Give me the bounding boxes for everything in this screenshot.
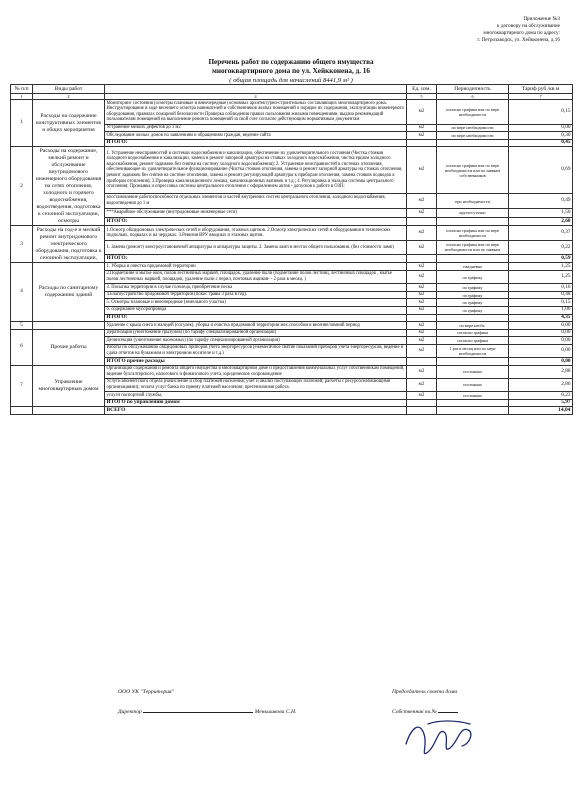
footer-council-block xyxy=(392,688,458,716)
section-title: Управление многоквартирным домом xyxy=(33,365,105,407)
section-number: 5 xyxy=(11,322,33,330)
period-cell: согласно графика xyxy=(437,329,509,337)
section-title: Расходы на содержание конструктивных элементов и общих мероприятия xyxy=(33,100,105,147)
table-row xyxy=(11,226,573,241)
grand-total-value: 14,04 xyxy=(509,407,573,415)
apartment-number-line xyxy=(438,706,458,713)
title-line: многоквартирного дома по ул. Хейкконена, д. 16 xyxy=(212,67,370,75)
tariff-cell: 1,06 xyxy=(509,306,573,314)
header-row xyxy=(11,85,573,94)
tariff-cell: 0,30 xyxy=(509,132,573,140)
period-cell: по графику xyxy=(437,299,509,307)
tariff-cell: 1,25 xyxy=(509,270,573,283)
header-period: Периодичность xyxy=(437,85,509,94)
tariff-cell: 2,86 xyxy=(509,378,573,391)
handwritten-signature xyxy=(398,714,488,766)
section-number: 7 xyxy=(11,365,33,407)
period-cell: 1 раз в месяц или по мере необходимости xyxy=(437,344,509,357)
appendix-line: Приложение №3 xyxy=(523,16,560,22)
work-description: 1. Уборка и очистка придомовой территории xyxy=(105,263,407,271)
unit-cell: м2 xyxy=(407,209,437,218)
director-name: Меньшикова С.Н. xyxy=(254,709,297,715)
director-label: Директор xyxy=(118,709,142,715)
subtotal-label: ИТОГО по управлению домом xyxy=(105,399,407,407)
tariff-cell: 0,00 xyxy=(509,322,573,330)
subtotal-label: ИТОГО: xyxy=(105,254,407,263)
works-table xyxy=(10,84,573,415)
tariff-cell: 0,15 xyxy=(509,100,573,124)
appendix-line: к договору на обслуживание xyxy=(497,23,560,29)
table-row xyxy=(11,329,573,337)
unit-cell: м2 xyxy=(407,284,437,292)
works-table-body xyxy=(11,100,573,415)
unit-cell: м2 xyxy=(407,291,437,299)
section-number: 6 xyxy=(11,329,33,365)
tariff-cell: 0,16 xyxy=(509,284,573,292)
col-num: 4 xyxy=(105,93,407,100)
signature-line xyxy=(143,706,253,713)
empty-cell xyxy=(437,139,509,147)
subtotal-label: ИТОГО: xyxy=(105,139,407,147)
work-description: ***Аварийное обслуживание (внутридомовые инженерные сети) xyxy=(105,209,407,218)
section-title: Расходы по санитарному содержанию зданий xyxy=(33,263,105,322)
section-number: 4 xyxy=(11,263,33,322)
council-chair-label: Председатель совета дома xyxy=(392,689,458,695)
unit-cell: м2 xyxy=(407,306,437,314)
subtotal-value: 0,45 xyxy=(509,139,573,147)
work-description: Организация содержания и ремонта общего имущества в многоквартирном доме и предоставления коммунальных услуг собственникам помещений, ведение бухгалтерского, налогового и финансового учета, юридическое сопровождение xyxy=(105,365,407,378)
section-number: 3 xyxy=(11,226,33,263)
work-description: Дезинсекция (уничтожение насекомых) (по тарифу специализированной организации) xyxy=(105,337,407,345)
period-cell: согласно графика или по мере необходимости или по заявкам собственников xyxy=(437,147,509,194)
period-cell: по графику xyxy=(437,291,509,299)
period-cell: при необходимости xyxy=(437,194,509,209)
tariff-cell: 0,23 xyxy=(509,392,573,400)
period-cell: круглосуточно xyxy=(437,209,509,218)
period-cell: согласно графика или по мере необходимости xyxy=(437,226,509,241)
empty-cell xyxy=(33,407,105,415)
work-description: Удаление с крыш снега и наледей (сосулек), уборка и очистка придомовой территории мех.способом в весенне/зимний период xyxy=(105,322,407,330)
work-description: Работы по обслуживанию общедомовых приборов учета энергоресурсов (ежемесячное снятие показаний приборов учета энергоресурсов, ведение и сдача отчетов на бумажном и электронном носителе и т.д.) xyxy=(105,344,407,357)
empty-cell xyxy=(407,399,437,407)
owner-label: Собственник кв.№ xyxy=(392,709,437,715)
unit-cell: м2 xyxy=(407,299,437,307)
tariff-cell: 2,88 xyxy=(509,365,573,378)
tariff-cell: 0,49 xyxy=(509,194,573,209)
period-cell: по графику xyxy=(437,284,509,292)
period-cell: по графику xyxy=(437,270,509,283)
work-description: услуги паспортной службы, xyxy=(105,392,407,400)
subtotal-label: ИТОГО прочие расходы xyxy=(105,358,407,366)
tariff-cell: 0,00 xyxy=(509,124,573,132)
section-number: 2 xyxy=(11,147,33,226)
subtotal-value: 2,68 xyxy=(509,217,573,226)
period-cell: согласно графика или по мере необходимости xyxy=(437,100,509,124)
appendix-line: г. Петрозаводск, ул. Хейкконена, д.16 xyxy=(477,37,560,43)
header-tariff: Тариф руб./кв.м xyxy=(509,85,573,94)
tariff-cell: 0,15 xyxy=(509,299,573,307)
empty-cell xyxy=(437,217,509,226)
period-cell: постоянно xyxy=(437,365,509,378)
work-description: 2.Подметание и мытье окон, полов лестничных маршей, площадок, удаление пыли (подметание полов лестниц, лестничных площадок , мытье полов лестничных маршей, площадок, удаление пыли с перил, почтовых ящиков- - 2 раза в месяц. ) xyxy=(105,270,407,283)
footer-company-block xyxy=(118,688,296,716)
table-row xyxy=(11,365,573,378)
empty-cell xyxy=(407,254,437,263)
work-description: 1. Замена (ремонт) электроустановочной аппаратуры и аппаратуры защиты. 2. Замена ламп в местах общего пользования. (без стоимости ламп) xyxy=(105,241,407,255)
section-title: Расходы на сод-е и мелкий ремонт внутридомового электрического оборудования, подготовка к сезонной эксплуатации, xyxy=(33,226,105,263)
empty-cell xyxy=(437,314,509,322)
work-description: Устранение мелких дефектов до 1 м2 xyxy=(105,124,407,132)
period-cell: по мере необходимости xyxy=(437,124,509,132)
work-description: Услуги абонентского отдела (начисление и сбор платежей населения; учет и анализ поступающих платежей; расчеты с ресурсоснабжающими организациями); оплата услуг банка по приему платежей населения; претензионная работа. xyxy=(105,378,407,391)
tariff-cell: 0,48 xyxy=(509,291,573,299)
col-num: 5 xyxy=(407,93,437,100)
section-title: Расходы на содержание, мелкий ремонт и обслуживание внутридомового инженерного оборудования на сетях отопления, холодного и горячего водоснабжения, водоотведения, подготовка к сезонной эксплуатации, осмотры xyxy=(33,147,105,226)
period-cell: по мере необх. xyxy=(437,322,509,330)
table-row xyxy=(11,147,573,194)
empty-cell xyxy=(437,407,509,415)
empty-cell xyxy=(407,217,437,226)
empty-cell xyxy=(407,314,437,322)
director-line xyxy=(118,706,296,716)
table-row xyxy=(11,100,573,124)
work-description: 1.Осмотр общедомовых электрических сетей и оборудования, этажных щитков. 2.Осмотр электрических сетей и оборудования в технических подпольях, подвалах и на чердаках. 3.Ревизия ВРУ вводных и этажных щитов. xyxy=(105,226,407,241)
col-num: 2 xyxy=(33,93,105,100)
work-description: Обследование жилых домов по заявлениям и обращениям граждан, ведение сайта xyxy=(105,132,407,140)
empty-cell xyxy=(407,358,437,366)
header-types: Виды работ xyxy=(33,85,105,94)
unit-cell: м2 xyxy=(407,344,437,357)
appendix-note xyxy=(340,16,560,44)
work-description: 5. Осмотры плановые и внеочередные (земельного участка) xyxy=(105,299,407,307)
section-number: 1 xyxy=(11,100,33,147)
unit-cell: м2 xyxy=(407,263,437,271)
appendix-line: многоквартирного дома по адресу: xyxy=(483,30,560,36)
header-num: № п/п xyxy=(11,85,33,94)
document-title xyxy=(60,58,522,85)
unit-cell: м2 xyxy=(407,241,437,255)
section-title xyxy=(33,322,105,330)
empty-cell xyxy=(437,254,509,263)
unit-cell: м2 xyxy=(407,337,437,345)
tariff-cell: 0,00 xyxy=(509,329,573,337)
company-name: ООО УК "Территория" xyxy=(118,689,174,695)
empty-cell xyxy=(437,358,509,366)
work-description: 6. содержание мусоропровода xyxy=(105,306,407,314)
tariff-cell: 1,50 xyxy=(509,209,573,218)
unit-cell: м2 xyxy=(407,100,437,124)
unit-cell: м2 xyxy=(407,365,437,378)
empty-cell xyxy=(437,399,509,407)
tariff-cell: 0,22 xyxy=(509,241,573,255)
tariff-cell: 0,00 xyxy=(509,337,573,345)
unit-cell: м2 xyxy=(407,329,437,337)
section-title: Прочие работы xyxy=(33,329,105,365)
tariff-cell: 1,25 xyxy=(509,263,573,271)
subtotal-value: 0,00 xyxy=(509,358,573,366)
header-desc xyxy=(105,85,407,94)
tariff-cell: 0,37 xyxy=(509,226,573,241)
empty-cell xyxy=(407,407,437,415)
period-cell: согласно графика или по мере необходимости или по заявкам xyxy=(437,241,509,255)
unit-cell: м2 xyxy=(407,322,437,330)
header-unit: Ед. изм. xyxy=(407,85,437,94)
unit-cell: м2 xyxy=(407,392,437,400)
subtotal-value: 5,97 xyxy=(509,399,573,407)
unit-cell: м2 xyxy=(407,378,437,391)
column-numbers-row xyxy=(11,93,573,100)
work-description: восстановление работоспособности отдельных элементов и частей внутренних систем центрального отопления, холодного водоснабжения, водоотведения до 1 м xyxy=(105,194,407,209)
table-row xyxy=(11,322,573,330)
unit-cell: м2 xyxy=(407,194,437,209)
grand-total-label: ВСЕГО xyxy=(105,407,407,415)
period-cell: постоянно xyxy=(437,392,509,400)
work-description: 3. Посыпка территории в случае гололеда, приобретение песка xyxy=(105,284,407,292)
subtotal-value: 4,35 xyxy=(509,314,573,322)
period-cell: согласно графика xyxy=(437,337,509,345)
table-row xyxy=(11,263,573,271)
period-cell: постоянно xyxy=(437,378,509,391)
unit-cell: м2 xyxy=(407,147,437,194)
period-cell: по мере необходимости xyxy=(437,132,509,140)
title-line: Перечень работ по содержанию общего имущества xyxy=(208,58,374,66)
grand-total-row xyxy=(11,407,573,415)
subtotal-label: ИТОГО: xyxy=(105,314,407,322)
subtotal-label: ИТОГО: xyxy=(105,217,407,226)
period-cell: ежедневно xyxy=(437,263,509,271)
unit-cell: м2 xyxy=(407,270,437,283)
col-num: 7 xyxy=(509,93,573,100)
title-area: ( общая площадь для начислений 8441,9 м² ) xyxy=(229,77,353,84)
work-description: Дератизация (уничтожение грызунов) (по тарифу специализированной организации) xyxy=(105,329,407,337)
period-cell: по графику xyxy=(437,306,509,314)
col-num: 1 xyxy=(11,93,33,100)
tariff-cell: 0,69 xyxy=(509,147,573,194)
subtotal-value: 0,59 xyxy=(509,254,573,263)
work-description: Мониторинг состояния (осмотры плановые и внеочередные) основных архитектурно-строительных составляющих многоквартирного дома. Инструктирование в ходе весеннего осмотра нанимателей и собственников жилых помещений о порядке их содержания, эксплуатации инженерного оборудования, правилах пожарной безопасности Проверка соблюдения правил пользования жилыми помещениями, выдача рекомендаций пользователям помещений на выполнение ремонта помещений за свой счет согласно действующим нормативным документам xyxy=(105,100,407,124)
work-description: 4.Благоустройство придомовой территории (покос травы 3 раза в год). xyxy=(105,291,407,299)
unit-cell: м2 xyxy=(407,132,437,140)
col-num: 6 xyxy=(437,93,509,100)
work-description: 1. Устранение неисправностей в системах водоснабжения и канализации, обеспечение их удовлетворительного состояния (Чистка стояков холодного водоснабжения и канализации, замена и ремонт запорной арматуры на стояках холодного водоснабжения, чистка ершом холодного водоснабжения, ремонт задвижек без снятия на систему холодного водоснабжения); 2. Устранение неисправностей в системах отопления, обеспечивающее их удовлетворительное функционирование (Чистка стояков отопления, замена и ремонт запорной арматуры на стояках отопления, ремонт задвижек без снятия на системе отопления, замена и ремонт регулирующей арматуры к приборам отопления, замена стояков подводок к приборам отопления); 3.Проверка канализационного лежака, канализационных вытяжек и т.д.; 4. Регулировка и наладка системы центрального отопления; Промывка и опрессовка системы центрального отопления с оформлением актов - допусков к работе в ОЗП; xyxy=(105,147,407,194)
unit-cell: м2 xyxy=(407,124,437,132)
empty-cell xyxy=(407,139,437,147)
empty-cell xyxy=(11,407,33,415)
tariff-cell: 0,00 xyxy=(509,344,573,357)
unit-cell: м2 xyxy=(407,226,437,241)
